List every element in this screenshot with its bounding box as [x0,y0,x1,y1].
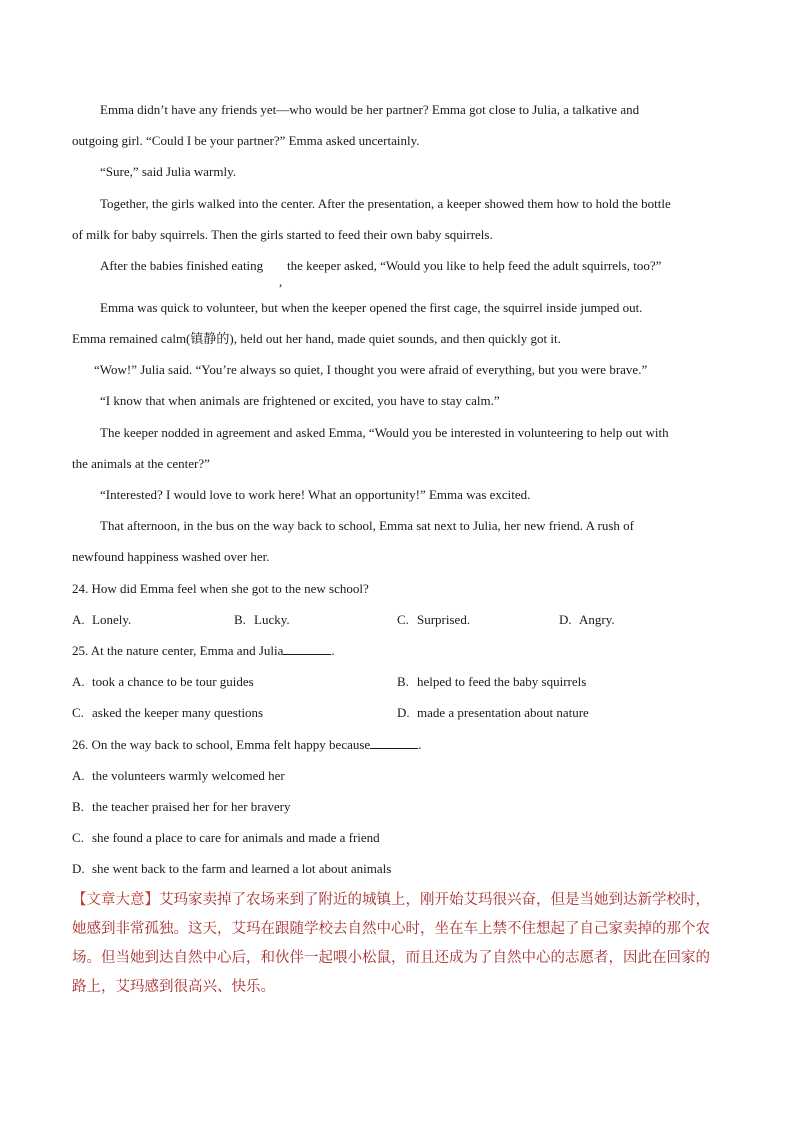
passage-line: “Wow!” Julia said. “You’re always so quiet, I thought you were afraid of everything, but you were brave.” [94,362,648,377]
passage-line: of milk for baby squirrels. Then the girls started to feed their own baby squirrels. [72,227,493,242]
article-summary [72,886,724,1002]
passage-line: Emma remained calm(镇静的), held out her hand, made quiet sounds, and then quickly got it. [72,331,561,346]
question-26-end: . [418,737,422,752]
passage-line: Emma didn’t have any friends yet—who would be her partner? Emma got close to Julia, a talkative and [100,102,640,117]
question-24-option-b [234,611,290,629]
option-text: she found a place to care for animals and made a friend [92,830,380,845]
option-text: she went back to the farm and learned a lot about animals [92,861,392,876]
option-text: helped to feed the baby squirrels [417,674,587,689]
option-letter: B. [234,612,246,627]
option-text: Surprised. [417,612,471,627]
passage-line: the animals at the center?” [72,456,210,471]
question-25-stem [72,642,722,660]
option-text: the volunteers warmly welcomed her [92,768,285,783]
option-text: made a presentation about nature [417,705,589,720]
passage-line: “I know that when animals are frightened or excited, you have to stay calm.” [100,393,500,408]
summary-tag: 【文章大意】 [72,892,159,908]
option-text: asked the keeper many questions [92,705,264,720]
question-25-option-d [397,704,589,722]
option-text: Angry. [579,612,615,627]
option-letter: D. [559,612,572,627]
question-25-option-c [72,704,263,722]
passage-line: The keeper nodded in agreement and asked Emma, “Would you be interested in volunteering to help out with [100,425,669,440]
option-letter: C. [72,705,84,720]
option-letter: B. [397,674,409,689]
question-25-option-b [397,673,586,691]
passage-line: “Sure,” said Julia warmly. [100,164,236,179]
question-26-stem [72,736,722,754]
passage-line: the keeper asked, “Would you like to help feed the adult squirrels, too?” [287,258,662,273]
option-text: took a chance to be tour guides [92,674,254,689]
passage-line: Together, the girls walked into the center. After the presentation, a keeper showed them how to hold the bottle [100,196,671,211]
passage-line: newfound happiness washed over her. [72,549,270,564]
question-26-option-d [72,860,391,878]
option-letter: C. [397,612,409,627]
question-24-option-a [72,611,131,629]
question-24-option-d [559,611,615,629]
answer-blank [283,642,331,655]
option-letter: D. [72,861,85,876]
option-text: Lonely. [92,612,132,627]
question-24-option-c [397,611,470,629]
summary-text: 艾玛家卖掉了农场来到了附近的城镇上，刚开始艾玛很兴奋，但是当她到达新学校时，她感到非常孤独。这天，艾玛在跟随学校去自然中心时，坐在车上禁不住想起了自己家卖掉的那个农场。但当她到达自然中心后，和伙伴一起喂小松鼠，而且还成为了自然中心的志愿者，因此在回家的路上，艾玛感到很高兴、快乐。 [72,892,710,995]
passage-line: Emma was quick to volunteer, but when the keeper opened the first cage, the squirrel inside jumped out. [100,300,643,315]
passage-comma: , [279,274,283,289]
option-letter: D. [397,705,410,720]
passage-line: That afternoon, in the bus on the way back to school, Emma sat next to Julia, her new friend. A rush of [100,518,634,533]
option-letter: A. [72,612,85,627]
question-26-option-c [72,829,380,847]
question-25-end: . [331,643,335,658]
passage-line: “Interested? I would love to work here! What an opportunity!” Emma was excited. [100,487,531,502]
option-letter: A. [72,768,85,783]
question-26-option-a [72,767,285,785]
answer-blank [370,736,418,749]
passage-line: outgoing girl. “Could I be your partner?” Emma asked uncertainly. [72,133,420,148]
option-text: Lucky. [254,612,290,627]
question-24-stem: 24. How did Emma feel when she got to the new school? [72,581,369,596]
question-25-option-a [72,673,254,691]
question-26-text: 26. On the way back to school, Emma felt happy because [72,737,371,752]
option-letter: C. [72,830,84,845]
option-letter: B. [72,799,84,814]
option-letter: A. [72,674,85,689]
passage-line: After the babies finished eating [100,258,264,273]
option-text: the teacher praised her for her bravery [92,799,291,814]
question-26-option-b [72,798,291,816]
question-25-text: 25. At the nature center, Emma and Julia [72,643,284,658]
